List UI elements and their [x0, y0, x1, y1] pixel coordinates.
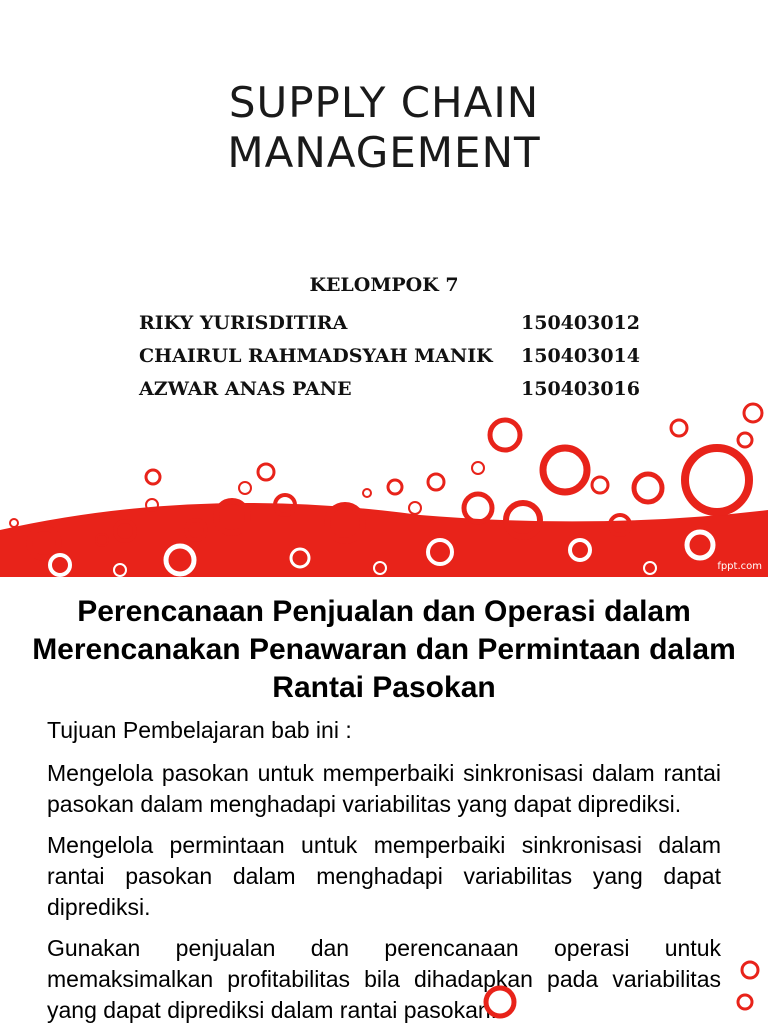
member-id: 150403012 [521, 311, 640, 334]
title-line-1: SUPPLY CHAIN [228, 78, 540, 127]
member-name: CHAIRUL RAHMADSYAH MANIK [139, 344, 493, 367]
member-row [139, 306, 639, 339]
objective-item: Mengelola permintaan untuk memperbaiki sinkronisasi dalam rantai pasokan dalam menghadapi variabilitas yang dapat diprediksi. [47, 832, 721, 920]
member-id: 150403014 [521, 344, 640, 367]
decorative-circles [0, 377, 768, 577]
member-name: RIKY YURISDITIRA [139, 311, 348, 334]
member-name: AZWAR ANAS PANE [139, 377, 352, 400]
member-id: 150403016 [521, 377, 640, 400]
watermark-text: fppt.com [717, 561, 762, 572]
title-line-2: MANAGEMENT [227, 128, 541, 177]
slide-body [47, 715, 721, 1024]
objective-item: Mengelola pasokan untuk memperbaiki sinkronisasi dalam rantai pasokan dalam menghadapi variabilitas yang dapat diprediksi. [47, 760, 721, 817]
objective-item: Gunakan penjualan dan perencanaan operasi untuk memaksimalkan profitabilitas bila dihadapkan pada variabilitas yang dapat diprediksi dalam rantai pasokan. [47, 935, 721, 1023]
member-row [139, 339, 639, 372]
group-label: KELOMPOK 7 [309, 274, 459, 296]
slide-title [0, 78, 768, 178]
section-title: Perencanaan Penjualan dan Operasi dalam Merencanakan Penawaran dan Permintaan dalam Rantai Pasokan [32, 595, 736, 704]
learning-objectives-intro: Tujuan Pembelajaran bab ini : [47, 717, 352, 743]
content-slide [0, 577, 768, 1024]
